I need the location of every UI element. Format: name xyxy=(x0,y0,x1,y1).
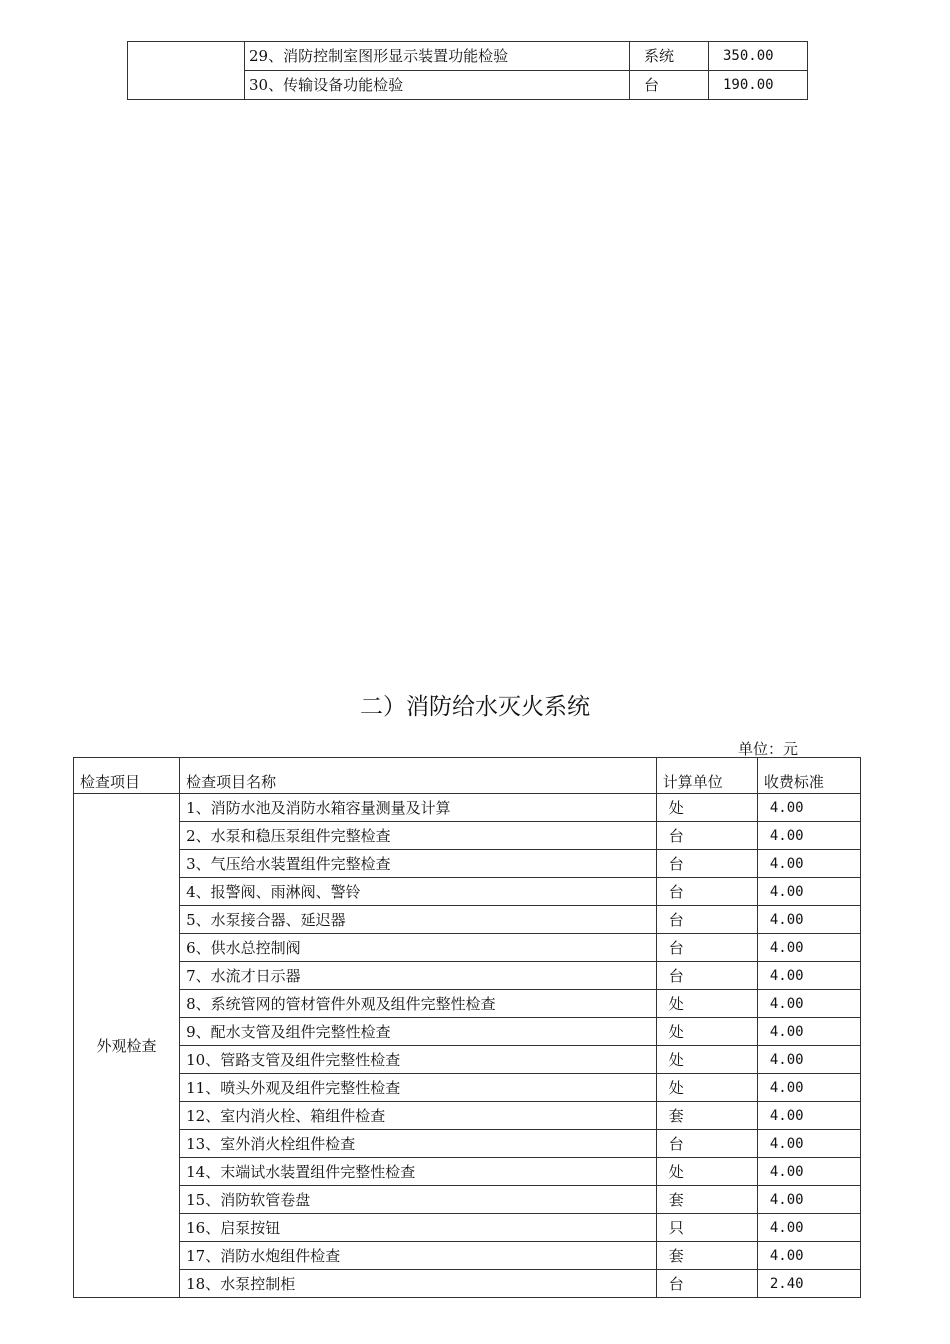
unit-note: 单位：元 xyxy=(738,740,799,758)
table-row xyxy=(74,1158,861,1186)
top-fee-table-body xyxy=(128,42,808,100)
table-row xyxy=(74,990,861,1018)
price-cell: 4.00 xyxy=(757,1074,860,1102)
unit-cell: 台 xyxy=(656,962,757,990)
table-row xyxy=(74,822,861,850)
item-name-cell: 1、消防水池及消防水箱容量测量及计算 xyxy=(180,794,657,822)
price-cell: 4.00 xyxy=(757,878,860,906)
table-row xyxy=(74,1214,861,1242)
item-name-cell: 8、系统管网的管材管件外观及组件完整性检查 xyxy=(180,990,657,1018)
price-cell: 2.40 xyxy=(757,1270,860,1298)
table-row xyxy=(74,1186,861,1214)
item-name-cell: 30、传输设备功能检验 xyxy=(245,71,630,100)
unit-cell: 台 xyxy=(630,71,709,100)
price-cell: 4.00 xyxy=(757,1018,860,1046)
unit-cell: 台 xyxy=(656,850,757,878)
table-row xyxy=(74,1270,861,1298)
unit-cell: 台 xyxy=(656,822,757,850)
item-name-cell: 12、室内消火栓、箱组件检查 xyxy=(180,1102,657,1130)
unit-cell: 台 xyxy=(656,1130,757,1158)
unit-cell: 处 xyxy=(656,1074,757,1102)
table-row xyxy=(74,934,861,962)
price-cell: 4.00 xyxy=(757,1046,860,1074)
unit-cell: 处 xyxy=(656,990,757,1018)
category-cell: 外观检查 xyxy=(74,794,180,1298)
unit-cell: 处 xyxy=(656,794,757,822)
table-row xyxy=(74,962,861,990)
table-row xyxy=(74,1102,861,1130)
item-name-cell: 7、水流才日示器 xyxy=(180,962,657,990)
price-cell: 4.00 xyxy=(757,1214,860,1242)
table-row xyxy=(74,1074,861,1102)
unit-cell: 台 xyxy=(656,906,757,934)
item-name-cell: 16、启泵按钮 xyxy=(180,1214,657,1242)
price-cell: 190.00 xyxy=(709,71,808,100)
price-cell: 4.00 xyxy=(757,1102,860,1130)
unit-cell: 处 xyxy=(656,1018,757,1046)
table-row xyxy=(74,906,861,934)
item-name-cell: 11、喷头外观及组件完整性检查 xyxy=(180,1074,657,1102)
unit-cell: 处 xyxy=(656,1158,757,1186)
price-cell: 4.00 xyxy=(757,1242,860,1270)
table-row xyxy=(74,1018,861,1046)
category-cell xyxy=(128,42,245,100)
table-row xyxy=(74,794,861,822)
table-row xyxy=(74,850,861,878)
price-cell: 4.00 xyxy=(757,962,860,990)
item-name-cell: 4、报警阀、雨淋阀、警铃 xyxy=(180,878,657,906)
item-name-cell: 3、气压给水装置组件完整检查 xyxy=(180,850,657,878)
price-cell: 4.00 xyxy=(757,822,860,850)
item-name-cell: 29、消防控制室图形显示装置功能检验 xyxy=(245,42,630,71)
item-name-cell: 18、水泵控制柜 xyxy=(180,1270,657,1298)
fee-table-header-row xyxy=(74,758,861,794)
header-category: 检查项目 xyxy=(74,758,180,794)
price-cell: 4.00 xyxy=(757,990,860,1018)
unit-cell: 台 xyxy=(656,878,757,906)
table-row xyxy=(74,1046,861,1074)
table-row xyxy=(74,1242,861,1270)
price-cell: 4.00 xyxy=(757,1158,860,1186)
fee-table xyxy=(73,757,861,1298)
item-name-cell: 14、末端试水装置组件完整性检查 xyxy=(180,1158,657,1186)
price-cell: 4.00 xyxy=(757,794,860,822)
unit-cell: 套 xyxy=(656,1186,757,1214)
unit-cell: 台 xyxy=(656,934,757,962)
item-name-cell: 2、水泵和稳压泵组件完整检查 xyxy=(180,822,657,850)
unit-cell: 处 xyxy=(656,1046,757,1074)
item-name-cell: 15、消防软管卷盘 xyxy=(180,1186,657,1214)
unit-cell: 台 xyxy=(656,1270,757,1298)
fee-table-body xyxy=(74,794,861,1298)
unit-cell: 套 xyxy=(656,1102,757,1130)
header-name: 检查项目名称 xyxy=(180,758,657,794)
table-row xyxy=(128,42,808,71)
unit-cell: 套 xyxy=(656,1242,757,1270)
price-cell: 4.00 xyxy=(757,1186,860,1214)
top-fee-table xyxy=(127,41,808,100)
item-name-cell: 17、消防水炮组件检查 xyxy=(180,1242,657,1270)
table-row xyxy=(74,878,861,906)
item-name-cell: 9、配水支管及组件完整性检查 xyxy=(180,1018,657,1046)
header-unit: 计算单位 xyxy=(656,758,757,794)
item-name-cell: 13、室外消火栓组件检查 xyxy=(180,1130,657,1158)
item-name-cell: 5、水泵接合器、延迟器 xyxy=(180,906,657,934)
header-price: 收费标准 xyxy=(757,758,860,794)
unit-cell: 只 xyxy=(656,1214,757,1242)
price-cell: 4.00 xyxy=(757,906,860,934)
price-cell: 4.00 xyxy=(757,1130,860,1158)
price-cell: 4.00 xyxy=(757,850,860,878)
section-title: 二）消防给水灭火系统 xyxy=(360,694,590,720)
item-name-cell: 6、供水总控制阀 xyxy=(180,934,657,962)
price-cell: 4.00 xyxy=(757,934,860,962)
table-row xyxy=(74,1130,861,1158)
unit-cell: 系统 xyxy=(630,42,709,71)
price-cell: 350.00 xyxy=(709,42,808,71)
item-name-cell: 10、管路支管及组件完整性检查 xyxy=(180,1046,657,1074)
